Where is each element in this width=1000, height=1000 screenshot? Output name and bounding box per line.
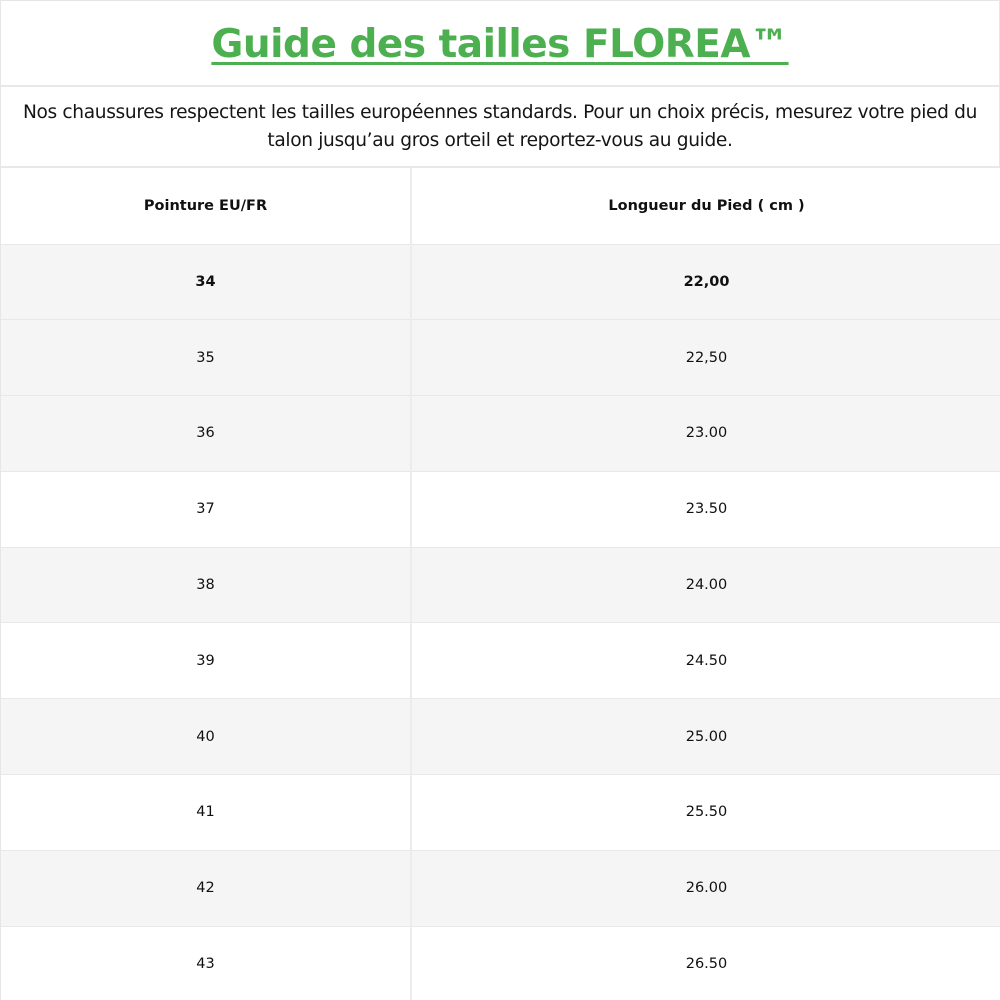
length-cell: 24.00 — [411, 547, 1000, 623]
table-row — [1, 926, 1000, 1000]
table-row — [1, 244, 1000, 320]
size-cell: 39 — [1, 623, 411, 699]
table-row — [1, 775, 1000, 851]
table-row — [1, 623, 1000, 699]
table-row — [1, 547, 1000, 623]
size-cell: 42 — [1, 850, 411, 926]
size-cell: 34 — [1, 244, 411, 320]
table-row — [1, 471, 1000, 547]
length-cell: 26.00 — [411, 850, 1000, 926]
page-title: Guide des tailles FLOREA™ — [211, 21, 789, 67]
table-header-row — [1, 168, 1000, 244]
header-size: Pointure EU/FR — [1, 168, 411, 244]
intro-row — [1, 87, 999, 168]
table-row — [1, 320, 1000, 396]
length-cell: 22,00 — [411, 244, 1000, 320]
size-cell: 40 — [1, 699, 411, 775]
table-row — [1, 396, 1000, 472]
size-cell: 37 — [1, 471, 411, 547]
size-cell: 35 — [1, 320, 411, 396]
size-cell: 41 — [1, 775, 411, 851]
title-row — [1, 1, 999, 87]
size-cell: 36 — [1, 396, 411, 472]
length-cell: 25.50 — [411, 775, 1000, 851]
table-body — [1, 244, 1000, 1000]
table-row — [1, 699, 1000, 775]
table-row — [1, 850, 1000, 926]
size-cell: 38 — [1, 547, 411, 623]
length-cell: 23.50 — [411, 471, 1000, 547]
length-cell: 26.50 — [411, 926, 1000, 1000]
intro-text: Nos chaussures respectent les tailles européennes standards. Pour un choix précis, mesurez votre pied du talon jusqu’au gros orteil et reportez-vous au guide. — [22, 101, 978, 151]
size-cell: 43 — [1, 926, 411, 1000]
size-table — [1, 168, 1000, 1000]
length-cell: 22,50 — [411, 320, 1000, 396]
length-cell: 25.00 — [411, 699, 1000, 775]
length-cell: 24.50 — [411, 623, 1000, 699]
length-cell: 23.00 — [411, 396, 1000, 472]
header-length: Longueur du Pied ( cm ) — [411, 168, 1000, 244]
